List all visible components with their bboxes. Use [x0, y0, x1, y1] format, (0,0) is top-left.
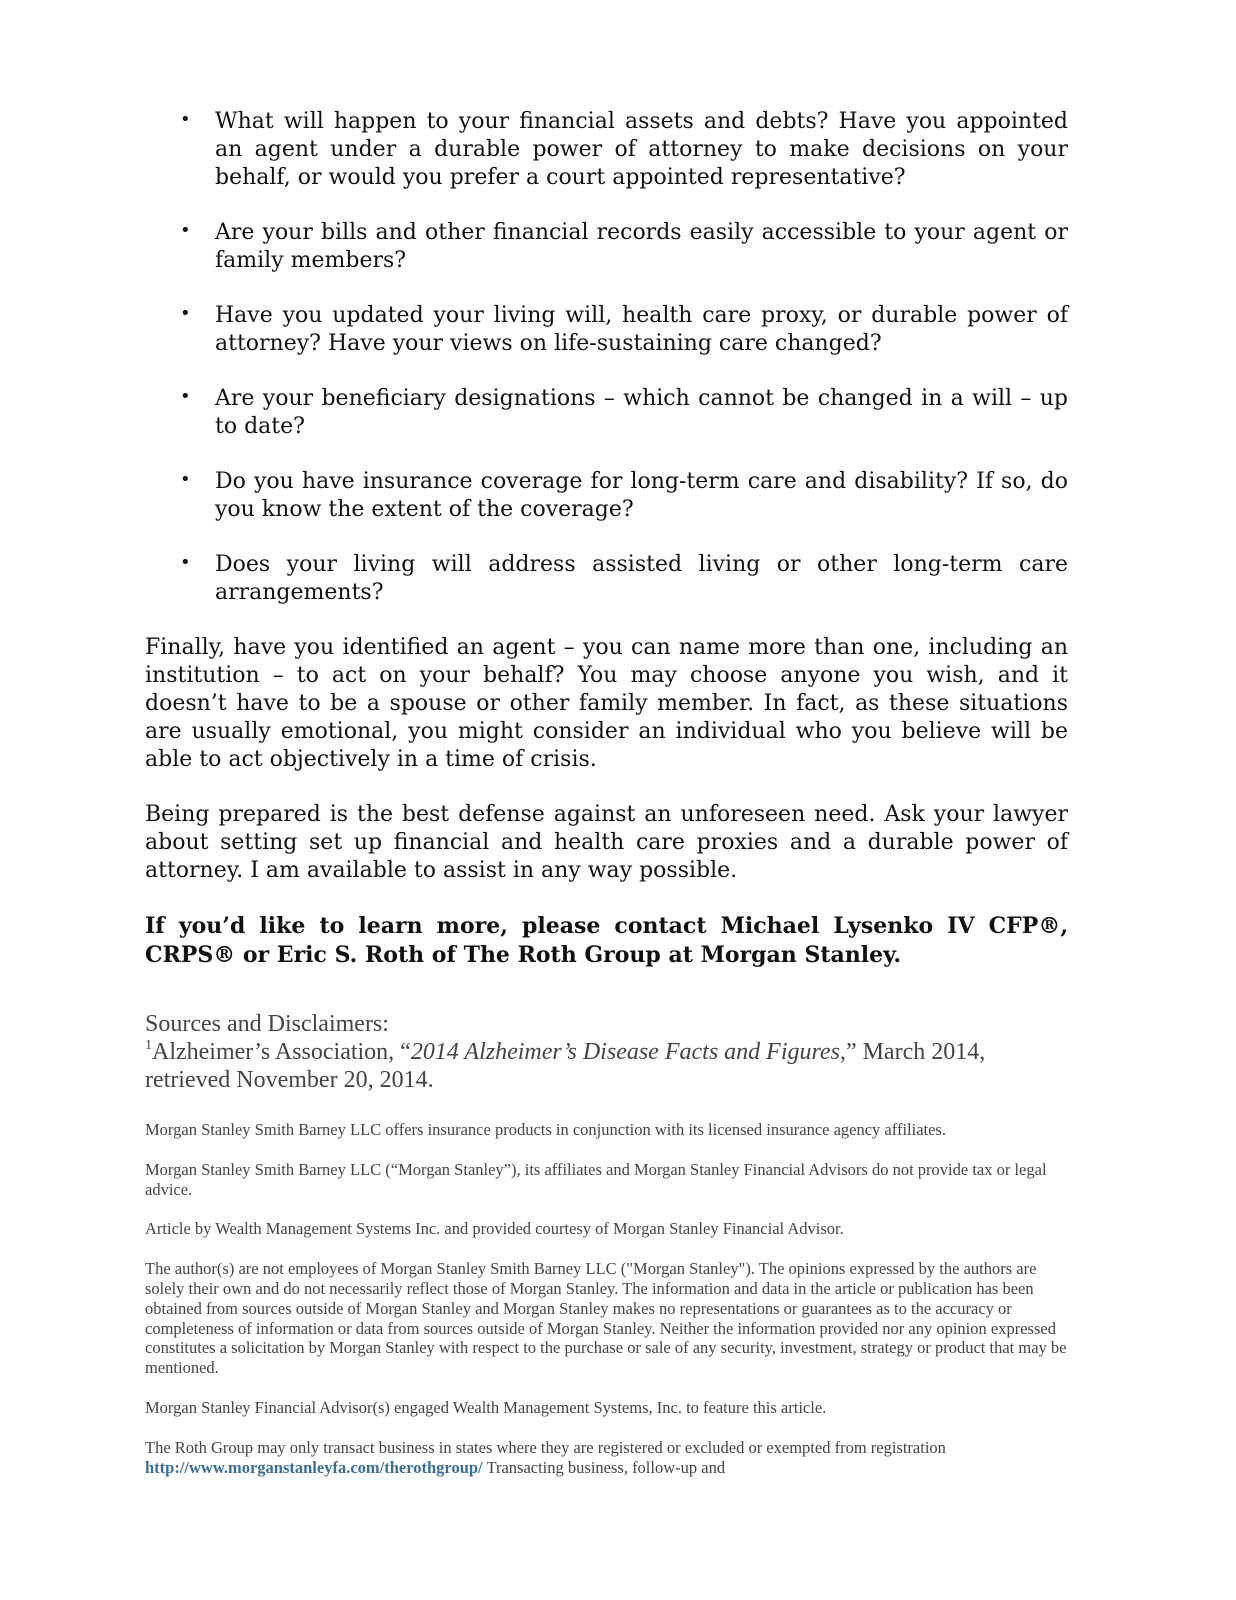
- list-item: [180, 219, 1068, 275]
- list-item-text: Does your living will address assisted living or other long-term care arrangements?: [215, 552, 1068, 605]
- citation: [145, 1038, 1068, 1094]
- list-item-text: What will happen to your financial assets and debts? Have you appointed an agent under a durable power of attorney to make decisions on your behalf, or would you prefer a court appointed representative?: [215, 109, 1068, 190]
- citation-prefix: Alzheimer’s Association, “: [152, 1039, 411, 1065]
- states-suffix: Transacting business, follow-up and: [482, 1457, 726, 1477]
- disclaimer-article: Article by Wealth Management Systems Inc. and provided courtesy of Morgan Stanley Financial Advisor.: [145, 1219, 844, 1239]
- list-item-text: Do you have insurance coverage for long-term care and disability? If so, do you know the extent of the coverage?: [215, 469, 1068, 522]
- list-item-text: Are your bills and other financial records easily accessible to your agent or family members?: [215, 220, 1068, 273]
- disclaimer-insurance: Morgan Stanley Smith Barney LLC offers insurance products in conjunction with its licensed insurance agency affiliates.: [145, 1120, 946, 1139]
- contact-callout: If you’d like to learn more, please contact Michael Lysenko IV CFP®, CRPS® or Eric S. Roth of The Roth Group at Morgan Stanley.: [145, 913, 1068, 968]
- paragraph-finally: Finally, have you identified an agent – you can name more than one, including an institution – to act on your behalf? You may choose anyone you wish, and it doesn’t have to be a spouse or other family member. In fact, as these situations are usually emotional, you might consider an individual who you believe will be able to act objectively in a time of crisis.: [145, 635, 1068, 772]
- list-item: [180, 551, 1068, 607]
- list-item: [180, 385, 1068, 441]
- citation-suffix: ” March 2014, retrieved November 20, 2014.: [145, 1039, 986, 1093]
- list-item: [180, 108, 1068, 192]
- list-item: [180, 468, 1068, 524]
- disclaimer-authors: The author(s) are not employees of Morgan Stanley Smith Barney LLC ("Morgan Stanley"). The opinions expressed by the authors are solely their own and do not necessarily reflect those of Morgan Stanley. The information and data in the article or publication has been obtained from sources outside of Morgan Stanley and Morgan Stanley makes no representations or guarantees as to the accuracy or completeness of information or data from sources outside of Morgan Stanley. Neither the information provided nor any opinion expressed constitutes a solicitation by Morgan Stanley with respect to the purchase or sale of any security, investment, strategy or product that may be mentioned.: [145, 1259, 1067, 1378]
- checklist: [145, 108, 1068, 607]
- footnote-mark: 1: [145, 1038, 152, 1053]
- list-item-text: Have you updated your living will, health care proxy, or durable power of attorney? Have your views on life-sustaining care changed?: [215, 303, 1068, 356]
- bullet-icon: •: [180, 469, 191, 490]
- disclaimer-states: [145, 1438, 1068, 1478]
- states-prefix: The Roth Group may only transact business in states where they are registered or excluded or exempted from registration: [145, 1437, 946, 1457]
- list-item: [180, 302, 1068, 358]
- bullet-icon: •: [180, 552, 191, 573]
- bullet-icon: •: [180, 386, 191, 407]
- bullet-icon: •: [180, 220, 191, 241]
- bullet-icon: •: [180, 303, 191, 324]
- paragraph-prepared: Being prepared is the best defense against an unforeseen need. Ask your lawyer about setting set up financial and health care proxies and a durable power of attorney. I am available to assist in any way possible.: [145, 802, 1068, 883]
- disclaimer-engaged: Morgan Stanley Financial Advisor(s) engaged Wealth Management Systems, Inc. to feature this article.: [145, 1397, 827, 1417]
- list-item-text: Are your beneficiary designations – which cannot be changed in a will – up to date?: [215, 386, 1068, 439]
- sources-heading: Sources and Disclaimers:: [145, 1011, 389, 1037]
- disclaimer-tax: Morgan Stanley Smith Barney LLC (“Morgan Stanley”), its affiliates and Morgan Stanley Financial Advisors do not provide tax or legal advice.: [145, 1159, 1047, 1199]
- sources-block: [145, 1010, 1068, 1094]
- roth-group-link[interactable]: http://www.morganstanleyfa.com/therothgroup/: [145, 1457, 483, 1477]
- bullet-icon: •: [180, 109, 191, 130]
- citation-title: 2014 Alzheimer’s Disease Facts and Figures,: [410, 1039, 846, 1065]
